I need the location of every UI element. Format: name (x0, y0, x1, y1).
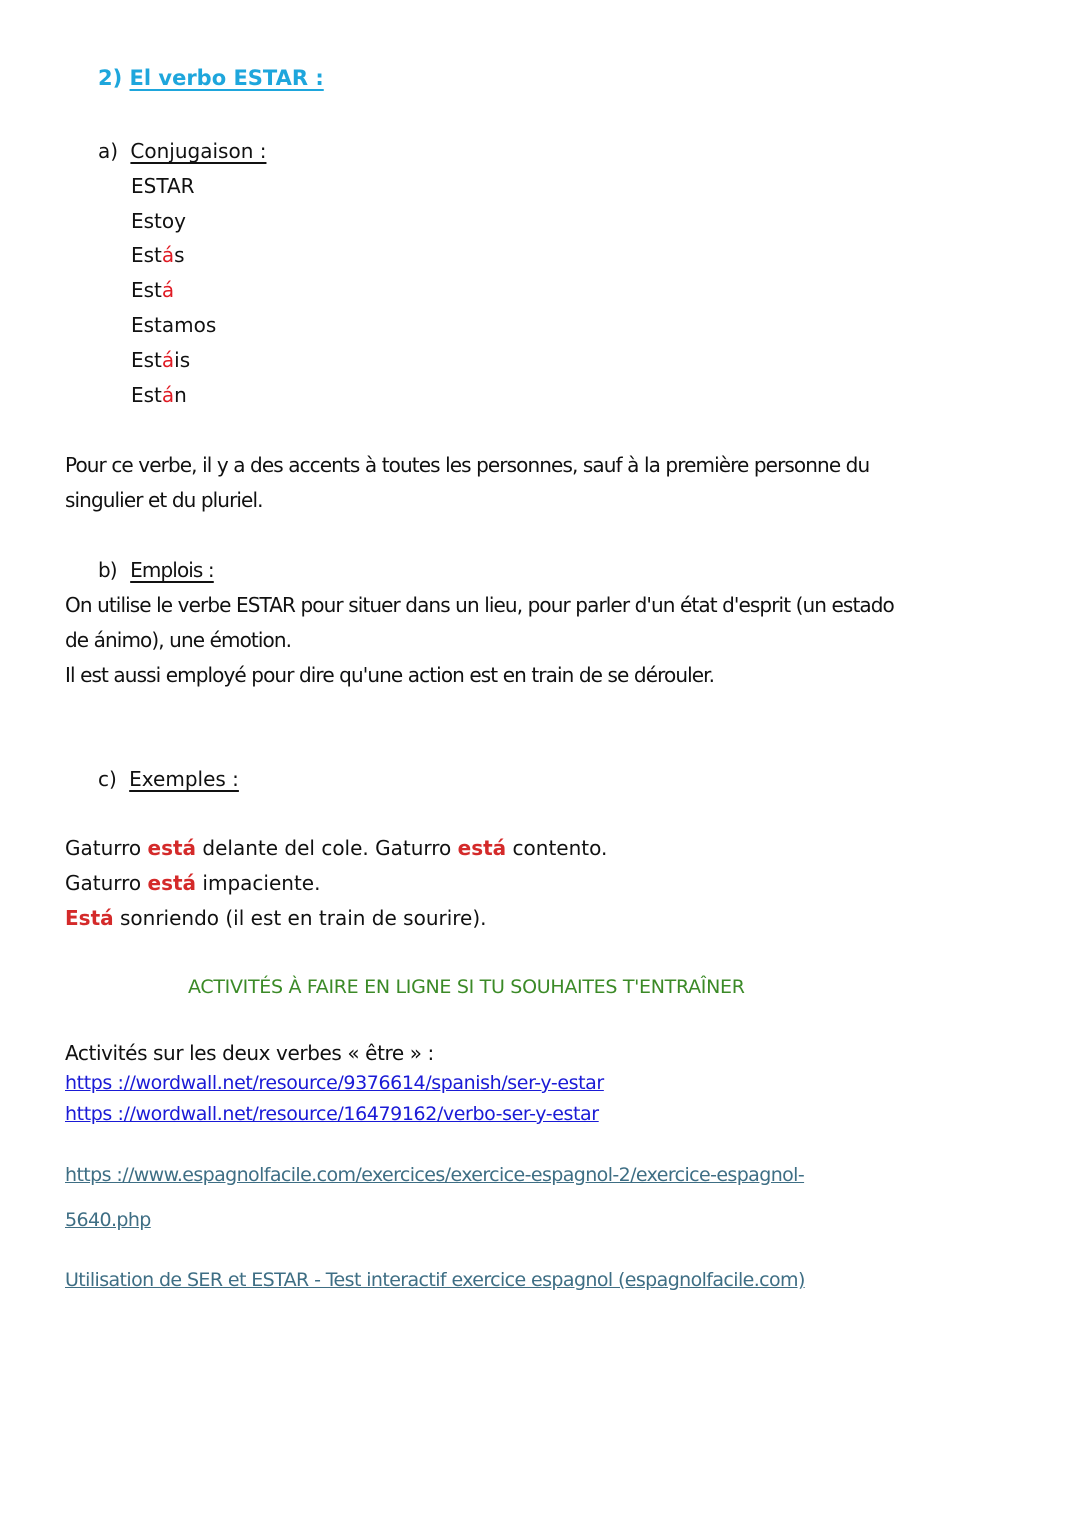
highlighted-verb: está (147, 871, 197, 895)
subheading-marker: c) (98, 767, 117, 791)
accent-letter: á (161, 383, 175, 407)
subheading-marker: a) (98, 139, 119, 163)
subheading-marker: b) (98, 558, 117, 582)
activities-banner: ACTIVITÉS À FAIRE EN LIGNE SI TU SOUHAITES T'ENTRAÎNER (188, 976, 745, 998)
conjugation-form-nosotros: Estamos (131, 313, 217, 337)
accent-letter: á (161, 348, 175, 372)
conjugation-form-ellos: Están (131, 383, 187, 407)
highlighted-verb: está (147, 836, 197, 860)
example-sentence-1: Gaturro está delante del cole. Gaturro está contento. (65, 836, 608, 860)
highlighted-verb: Está (65, 906, 114, 930)
conjugation-form-yo: Estoy (131, 209, 186, 233)
subheading-examples (98, 767, 239, 791)
conjugation-form-infinitive: ESTAR (131, 174, 195, 198)
conjugation-note-line1: Pour ce verbe, il y a des accents à toutes les personnes, sauf à la première personne du (65, 453, 870, 477)
espagnolfacile-url-link-line1[interactable]: https ://www.espagnolfacile.com/exercices/exercice-espagnol-2/exercice-espagnol- (65, 1164, 805, 1186)
subheading-label: Conjugaison : (130, 139, 267, 163)
subheading-label: Exemples : (129, 767, 239, 791)
accent-letter: á (161, 243, 175, 267)
uses-line2: de ánimo), une émotion. (65, 628, 292, 652)
subheading-conjugation (98, 139, 266, 163)
wordwall-link-ser-y-estar[interactable]: https ://wordwall.net/resource/9376614/spanish/ser-y-estar (65, 1072, 604, 1094)
section-heading (98, 66, 324, 90)
conjugation-form-tu: Estás (131, 243, 185, 267)
subheading-label: Emplois : (130, 558, 214, 582)
section-number: 2) (98, 66, 123, 90)
accent-letter: á (161, 278, 175, 302)
highlighted-verb: está (457, 836, 507, 860)
conjugation-form-vosotros: Estáis (131, 348, 191, 372)
subheading-uses (98, 558, 214, 582)
example-sentence-3: Está sonriendo (il est en train de sourire). (65, 906, 487, 930)
conjugation-form-el: Está (131, 278, 175, 302)
wordwall-link-verbo-ser-y-estar[interactable]: https ://wordwall.net/resource/16479162/verbo-ser-y-estar (65, 1103, 599, 1125)
activities-intro: Activités sur les deux verbes « être » : (65, 1041, 434, 1065)
uses-line1: On utilise le verbe ESTAR pour situer dans un lieu, pour parler d'un état d'esprit (un estado (65, 593, 894, 617)
espagnolfacile-url-link-line2[interactable]: 5640.php (65, 1209, 151, 1231)
uses-line3: Il est aussi employé pour dire qu'une action est en train de se dérouler. (65, 663, 715, 687)
conjugation-note-line2: singulier et du pluriel. (65, 488, 263, 512)
espagnolfacile-title-link[interactable]: Utilisation de SER et ESTAR - Test interactif exercice espagnol (espagnolfacile.com) (65, 1269, 805, 1291)
section-title: El verbo ESTAR : (129, 66, 324, 90)
example-sentence-2: Gaturro está impaciente. (65, 871, 321, 895)
